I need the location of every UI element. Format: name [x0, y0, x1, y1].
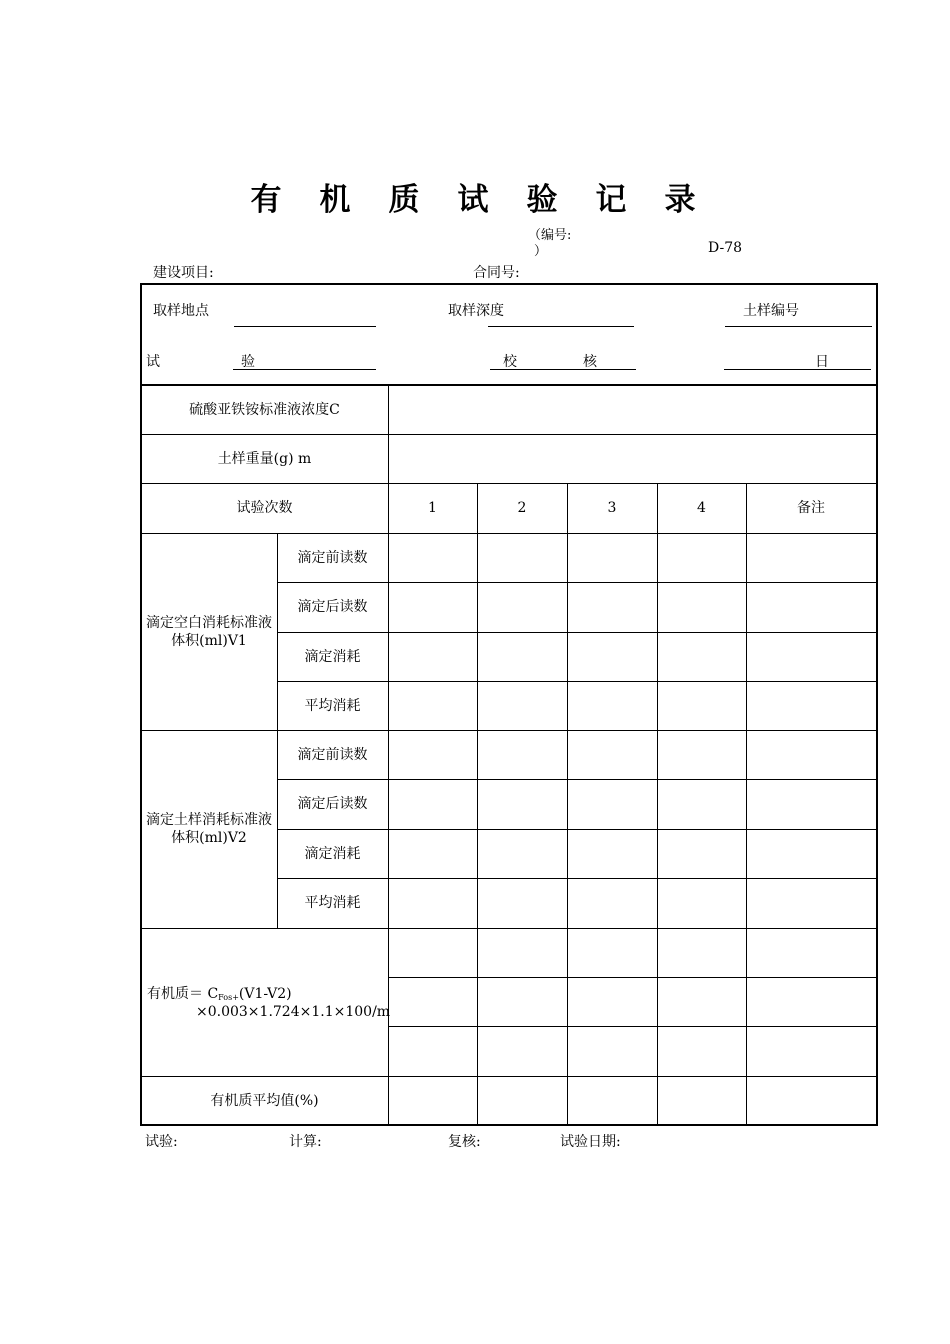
checker-label-a: 校 — [503, 354, 517, 370]
formula-line2: ×0.003×1.724×1.1×100/m — [196, 1004, 391, 1020]
sub-row-label: 滴定消耗 — [304, 648, 361, 665]
weight-label: 土样重量(g) m — [217, 450, 312, 467]
sub-row-label: 滴定后读数 — [297, 599, 368, 615]
checker-line[interactable] — [490, 369, 636, 370]
page-title — [0, 174, 950, 219]
sub-row-label: 平均消耗 — [304, 697, 361, 714]
footer-review-label: 复核: — [448, 1134, 481, 1150]
code-close: ） — [534, 244, 548, 259]
date-label: 日 — [815, 354, 829, 370]
project-label: 建设项目: — [153, 265, 214, 281]
title-char: 机 — [319, 182, 355, 218]
title-char: 试 — [457, 182, 493, 218]
tester-line[interactable] — [233, 369, 376, 370]
row-divider — [388, 1026, 876, 1027]
sample-number-label: 土样编号 — [743, 303, 799, 319]
sample-location-line[interactable] — [234, 326, 376, 327]
trial-col-header: 2 — [517, 500, 527, 516]
sub-row-label: 滴定消耗 — [304, 845, 361, 862]
row-divider — [141, 928, 876, 929]
column-divider — [746, 483, 747, 1124]
trial-col-header: 4 — [697, 500, 706, 516]
sub-row-label: 平均消耗 — [304, 895, 361, 911]
trial-col-header: 3 — [607, 500, 617, 516]
sub-row-label: 滴定前读数 — [297, 549, 368, 566]
column-divider — [567, 483, 568, 1124]
code-label: （编号: — [528, 228, 572, 243]
sample-number-line[interactable] — [725, 326, 872, 327]
column-divider — [657, 483, 658, 1124]
row-divider — [388, 977, 876, 978]
title-char: 有 — [250, 182, 286, 218]
title-char: 录 — [664, 182, 700, 218]
remarks-header: 备注 — [797, 500, 825, 516]
trial-col-header: 1 — [428, 500, 437, 516]
tester-label-b: 验 — [241, 354, 255, 370]
title-char: 验 — [526, 182, 562, 218]
footer-date-label: 试验日期: — [560, 1134, 621, 1150]
sample-location-label: 取样地点 — [153, 303, 209, 319]
title-char: 质 — [388, 182, 424, 218]
trial-count-label: 试验次数 — [236, 500, 293, 516]
formula-subscript: Fos+ — [218, 993, 239, 1002]
sample-group-label: 滴定土样消耗标准液体积(ml)V2 — [146, 812, 272, 846]
sub-row-label: 滴定后读数 — [297, 796, 368, 812]
average-label: 有机质平均值(%) — [210, 1092, 319, 1109]
form-number: D-78 — [708, 240, 743, 256]
checker-label-b: 核 — [583, 354, 597, 370]
sub-row-label: 滴定前读数 — [297, 746, 368, 763]
footer-calc-label: 计算: — [289, 1134, 322, 1150]
title-char: 记 — [595, 182, 631, 218]
column-divider — [477, 483, 478, 1124]
concentration-label: 硫酸亚铁铵标准液浓度C — [189, 401, 340, 418]
footer-test-label: 试验: — [145, 1134, 178, 1150]
tester-label-a: 试 — [146, 354, 160, 370]
contract-label: 合同号: — [473, 265, 520, 281]
sample-depth-line[interactable] — [488, 326, 634, 327]
blank-group-label: 滴定空白消耗标准液体积(ml)V1 — [146, 614, 272, 649]
date-line[interactable] — [724, 369, 871, 370]
sample-depth-label: 取样深度 — [448, 303, 504, 319]
formula-suffix: (V1-V2) — [238, 986, 292, 1002]
formula-prefix: 有机质＝ C — [147, 986, 219, 1002]
